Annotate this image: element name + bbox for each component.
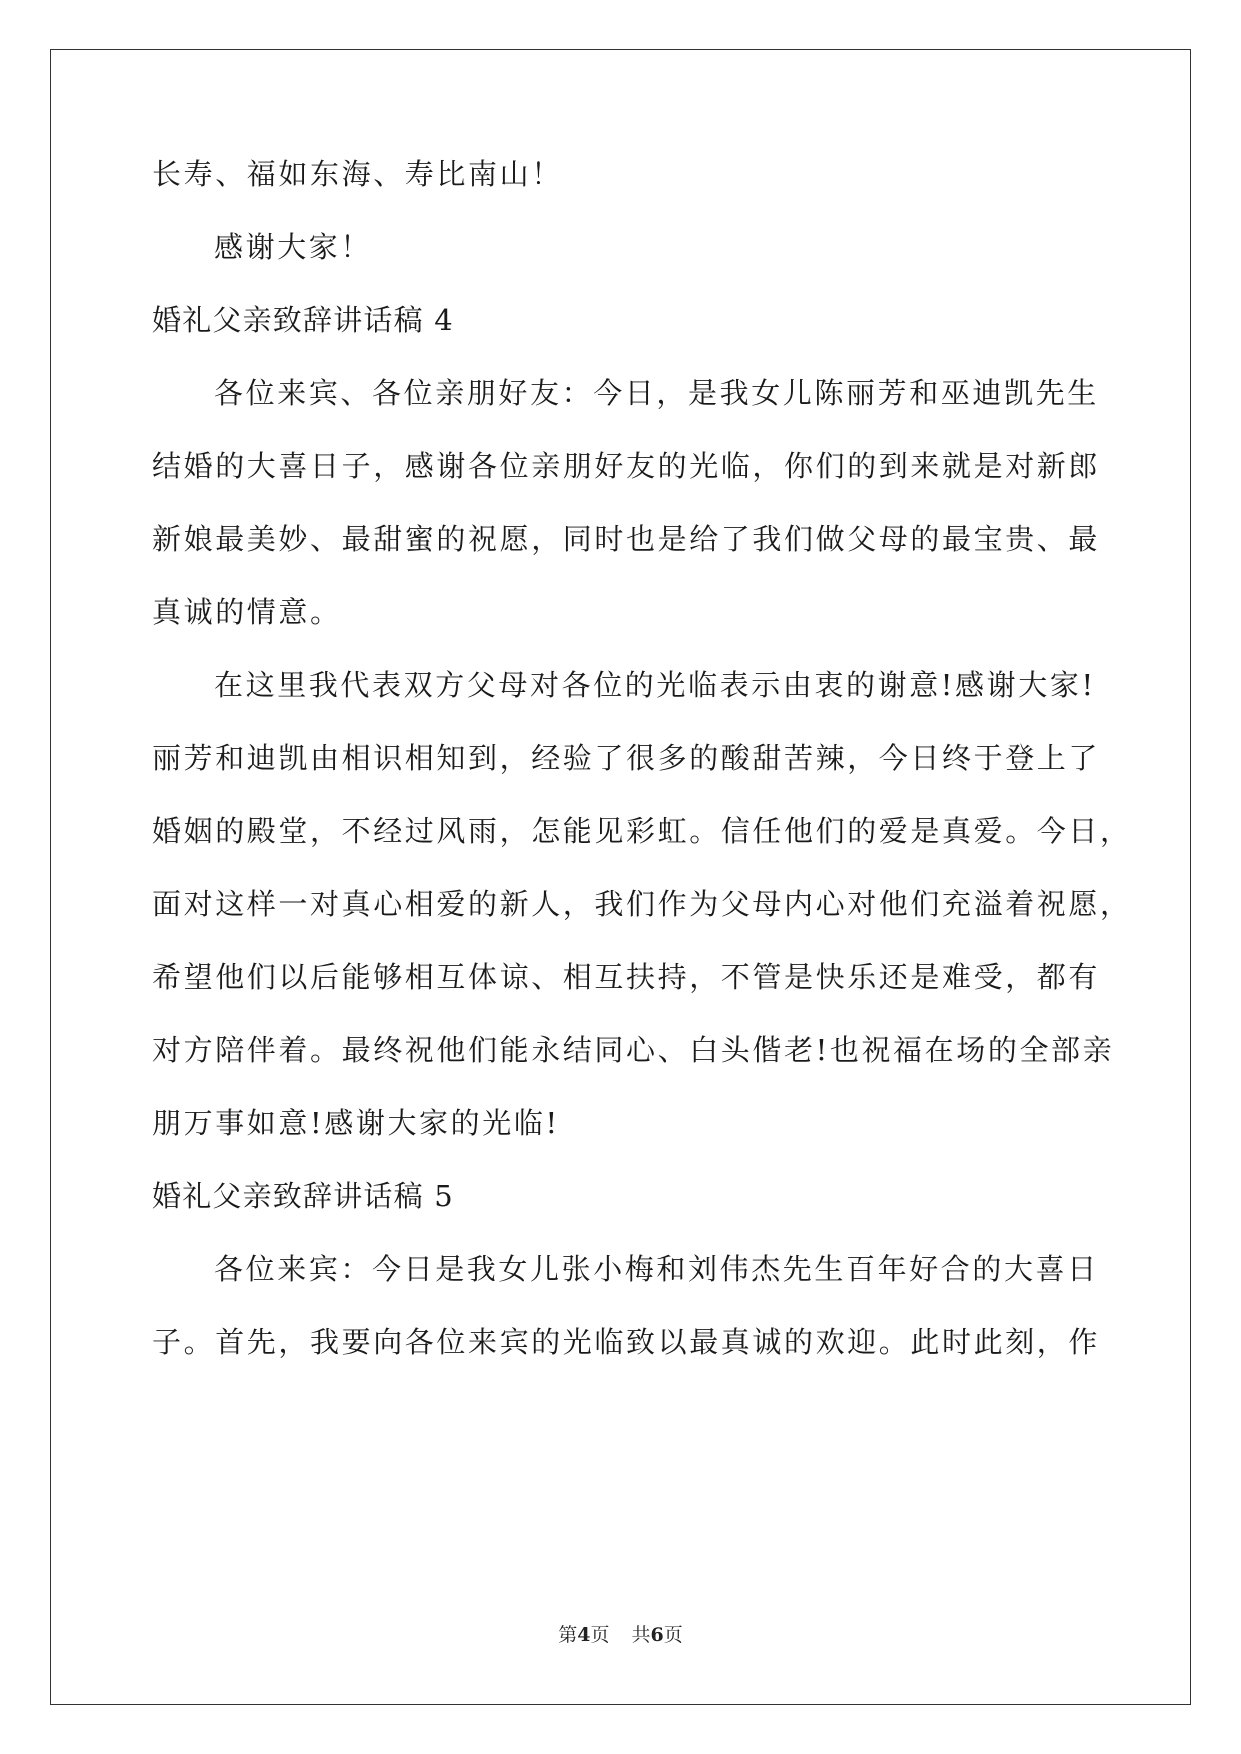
footer-total-suffix: 页 [663, 1624, 683, 1646]
page-border [50, 49, 1191, 1705]
text-line: 结婚的大喜日子，感谢各位亲朋好友的光临，你们的到来就是对新郎 [152, 449, 1101, 483]
text-line: 希望他们以后能够相互体谅、相互扶持，不管是快乐还是难受，都有 [152, 960, 1101, 994]
text-line: 各位来宾、各位亲朋好友：今日，是我女儿陈丽芳和巫迪凯先生 [214, 376, 1099, 410]
text-line: 面对这样一对真心相爱的新人，我们作为父母内心对他们充溢着祝愿， [152, 887, 1132, 921]
current-page-number: 4 [577, 1624, 591, 1646]
footer-page-word: 页 [590, 1624, 610, 1646]
section-heading: 婚礼父亲致辞讲话稿 5 [152, 1179, 454, 1213]
text-line: 朋万事如意!感谢大家的光临! [152, 1106, 560, 1140]
section-heading: 婚礼父亲致辞讲话稿 4 [152, 303, 454, 337]
text-line: 真诚的情意。 [152, 595, 342, 629]
footer-total-prefix: 共 [631, 1624, 651, 1646]
text-line: 子。首先，我要向各位来宾的光临致以最真诚的欢迎。此时此刻，作 [152, 1325, 1101, 1359]
text-line: 在这里我代表双方父母对各位的光临表示由衷的谢意!感谢大家! [214, 668, 1096, 702]
text-line: 婚姻的殿堂，不经过风雨，怎能见彩虹。信任他们的爱是真爱。今日， [152, 814, 1132, 848]
text-line: 感谢大家！ [214, 230, 373, 264]
text-line: 新娘最美妙、最甜蜜的祝愿，同时也是给了我们做父母的最宝贵、最 [152, 522, 1101, 556]
text-line: 对方陪伴着。最终祝他们能永结同心、白头偕老!也祝福在场的全部亲 [152, 1033, 1115, 1067]
text-line: 各位来宾：今日是我女儿张小梅和刘伟杰先生百年好合的大喜日 [214, 1252, 1099, 1286]
page-footer [0, 1623, 1241, 1647]
text-line: 丽芳和迪凯由相识相知到，经验了很多的酸甜苦辣，今日终于登上了 [152, 741, 1101, 775]
footer-prefix: 第 [558, 1624, 578, 1646]
total-page-number: 6 [650, 1624, 664, 1646]
text-line: 长寿、福如东海、寿比南山！ [152, 157, 563, 191]
